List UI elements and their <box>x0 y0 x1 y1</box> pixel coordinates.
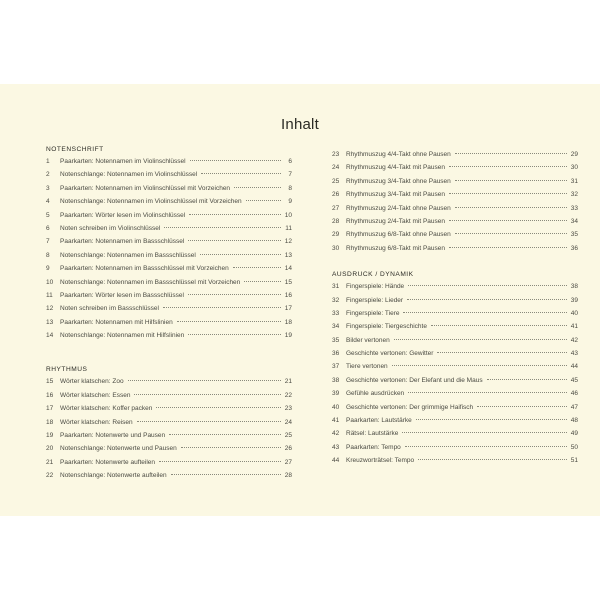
section-ausdruck <box>332 280 578 467</box>
dot-leader <box>403 306 567 313</box>
section-rhythmus <box>46 375 292 482</box>
entry-title: Paarkarten: Notennamen im Violinschlüssel mit Vorzeichen <box>60 184 231 192</box>
toc-column-left <box>46 144 292 483</box>
entry-number: 29 <box>332 231 340 239</box>
entry-number: 2 <box>46 171 50 179</box>
entry-title: Notenschlange: Notenwerte aufteilen <box>60 472 167 480</box>
entry-title: Wörter klatschen: Essen <box>60 391 131 399</box>
dot-leader <box>477 400 567 407</box>
entry-number: 20 <box>46 445 54 453</box>
toc-entry <box>46 469 292 482</box>
toc-entry <box>46 249 292 262</box>
entry-number: 44 <box>332 457 340 465</box>
entry-title: Fingerspiele: Lieder <box>346 296 404 304</box>
toc-entry <box>46 235 292 248</box>
dot-leader <box>449 160 567 167</box>
entry-page-number: 51 <box>570 457 578 465</box>
dot-leader <box>163 301 281 308</box>
entry-title: Kreuzworträtsel: Tempo <box>346 457 415 465</box>
entry-number: 4 <box>46 198 50 206</box>
entry-title: Paarkarten: Notenwerte aufteilen <box>60 458 156 466</box>
dot-leader <box>190 154 281 161</box>
entry-page-number: 46 <box>570 390 578 398</box>
toc-entry <box>332 427 578 440</box>
entry-number: 17 <box>46 405 54 413</box>
entry-number: 40 <box>332 403 340 411</box>
entry-page-number: 25 <box>284 432 292 440</box>
section-heading-notenschrift: NOTENSCHRIFT <box>46 146 104 153</box>
toc-entry <box>46 375 292 388</box>
entry-page-number: 50 <box>570 443 578 451</box>
dot-leader <box>455 147 567 154</box>
entry-title: Rhythmuszug 2/4-Takt mit Pausen <box>346 217 445 225</box>
toc-entry <box>332 347 578 360</box>
toc-entry <box>332 454 578 467</box>
toc-entry <box>332 280 578 293</box>
entry-title: Notenschlange: Notennamen im Violinschlüssel <box>60 171 198 179</box>
toc-entry <box>332 320 578 333</box>
entry-title: Fingerspiele: Tiere <box>346 309 400 317</box>
toc-entry <box>46 329 292 342</box>
entry-page-number: 26 <box>284 445 292 453</box>
entry-number: 23 <box>332 151 340 158</box>
entry-title: Rätsel: Lautstärke <box>346 430 399 438</box>
dot-leader <box>171 468 281 475</box>
toc-entry <box>46 222 292 235</box>
entry-number: 14 <box>46 332 54 340</box>
dot-leader <box>408 279 567 286</box>
dot-leader <box>408 386 567 393</box>
dot-leader <box>455 227 567 234</box>
dot-leader <box>234 181 281 188</box>
dot-leader <box>189 208 281 215</box>
dot-leader <box>137 415 281 422</box>
toc-entry <box>332 242 578 255</box>
entry-title: Paarkarten: Notennamen im Violinschlüssel <box>60 158 186 165</box>
entry-number: 43 <box>332 443 340 451</box>
toc-entry <box>332 360 578 373</box>
entry-page-number: 8 <box>288 184 292 192</box>
dot-leader <box>164 221 281 228</box>
entry-number: 11 <box>46 291 53 299</box>
dot-leader <box>394 333 567 340</box>
dot-leader <box>431 319 567 326</box>
toc-entry <box>46 402 292 415</box>
entry-title: Rhythmuszug 3/4-Takt ohne Pausen <box>346 177 451 185</box>
entry-page-number: 24 <box>284 418 292 426</box>
section-heading-ausdruck: AUSDRUCK / DYNAMIK <box>332 271 414 279</box>
entry-title: Geschichte vertonen: Der Elefant und die Maus <box>346 376 483 384</box>
toc-entry <box>46 289 292 302</box>
toc-entry <box>46 456 292 469</box>
dot-leader <box>418 453 567 460</box>
toc-entry <box>46 389 292 402</box>
entry-number: 15 <box>46 378 54 386</box>
entry-title: Paarkarten: Wörter lesen im Bassschlüssel <box>60 291 184 299</box>
entry-page-number: 38 <box>570 283 578 291</box>
entry-title: Paarkarten: Notennamen mit Hilfslinien <box>60 318 173 326</box>
toc-entry <box>46 302 292 315</box>
entry-number: 12 <box>46 305 54 313</box>
entry-page-number: 28 <box>284 472 292 480</box>
entry-number: 9 <box>46 265 50 273</box>
entry-page-number: 11 <box>285 224 292 232</box>
entry-number: 35 <box>332 336 340 344</box>
entry-title: Fingerspiele: Tiergeschichte <box>346 323 427 331</box>
entry-number: 41 <box>332 417 340 425</box>
entry-number: 19 <box>46 432 54 440</box>
entry-page-number: 42 <box>570 336 578 344</box>
toc-entry <box>332 228 578 241</box>
toc-entry <box>332 294 578 307</box>
dot-leader <box>181 441 281 448</box>
entry-title: Rhythmuszug 2/4-Takt ohne Pausen <box>346 204 451 212</box>
entry-page-number: 45 <box>570 376 578 384</box>
dot-leader <box>437 346 567 353</box>
entry-title: Rhythmuszug 3/4-Takt mit Pausen <box>346 191 445 199</box>
toc-entry <box>332 334 578 347</box>
dot-leader <box>177 315 281 322</box>
entry-title: Gefühle ausdrücken <box>346 390 405 398</box>
entry-number: 27 <box>332 204 340 212</box>
entry-number: 7 <box>46 238 50 246</box>
entry-page-number: 19 <box>284 332 292 340</box>
entry-title: Fingerspiele: Hände <box>346 283 405 291</box>
entry-title: Noten schreiben im Bassschlüssel <box>60 305 159 313</box>
entry-page-number: 17 <box>284 305 292 313</box>
entry-number: 5 <box>46 211 50 219</box>
entry-number: 32 <box>332 296 340 304</box>
entry-title: Paarkarten: Notennamen im Bassschlüssel <box>60 238 185 246</box>
entry-number: 16 <box>46 391 54 399</box>
entry-page-number: 34 <box>570 217 578 225</box>
entry-title: Wörter klatschen: Koffer packen <box>60 405 153 413</box>
toc-entry <box>46 276 292 289</box>
dot-leader <box>402 426 567 433</box>
entry-page-number: 36 <box>570 244 578 252</box>
entry-number: 21 <box>46 458 54 466</box>
toc-entry <box>332 307 578 320</box>
entry-title: Notenschlange: Notennamen im Violinschlüssel mit Vorzeichen <box>60 198 242 206</box>
entry-number: 24 <box>332 164 340 172</box>
dot-leader <box>200 248 281 255</box>
entry-number: 34 <box>332 323 340 331</box>
entry-page-number: 39 <box>570 296 578 304</box>
entry-number: 1 <box>46 158 50 165</box>
toc-entry <box>46 195 292 208</box>
toc-entry <box>332 441 578 454</box>
entry-number: 6 <box>46 224 50 232</box>
toc-entry <box>46 262 292 275</box>
entry-page-number: 23 <box>284 405 292 413</box>
entry-page-number: 29 <box>570 151 578 158</box>
entry-number: 13 <box>46 318 54 326</box>
entry-page-number: 14 <box>284 265 292 273</box>
toc-entry <box>46 316 292 329</box>
dot-leader <box>244 275 281 282</box>
toc-entry <box>332 374 578 387</box>
entry-number: 8 <box>46 251 50 259</box>
entry-page-number: 40 <box>570 309 578 317</box>
entry-title: Bilder vertonen <box>346 336 390 344</box>
entry-title: Wörter klatschen: Reisen <box>60 418 133 426</box>
entry-page-number: 33 <box>570 204 578 212</box>
entry-page-number: 21 <box>284 378 292 386</box>
entry-page-number: 9 <box>288 198 292 206</box>
entry-page-number: 41 <box>570 323 578 331</box>
entry-number: 10 <box>46 278 54 286</box>
dot-leader <box>392 359 567 366</box>
entry-page-number: 13 <box>284 251 292 259</box>
entry-number: 39 <box>332 390 340 398</box>
entry-page-number: 49 <box>570 430 578 438</box>
entry-page-number: 7 <box>288 171 292 179</box>
entry-title: Notenschlange: Notennamen mit Hilfslinien <box>60 332 185 340</box>
entry-title: Paarkarten: Wörter lesen im Violinschlüssel <box>60 211 186 219</box>
toc-page <box>0 84 600 516</box>
entry-number: 30 <box>332 244 340 252</box>
toc-entry <box>46 168 292 181</box>
toc-entry <box>332 175 578 188</box>
entry-title: Paarkarten: Notenwerte und Pausen <box>60 432 166 440</box>
entry-title: Rhythmuszug 6/8-Takt ohne Pausen <box>346 231 451 239</box>
toc-entry <box>332 387 578 400</box>
dot-leader <box>188 234 281 241</box>
toc-entry <box>332 401 578 414</box>
entry-title: Wörter klatschen: Zoo <box>60 378 124 386</box>
entry-page-number: 47 <box>570 403 578 411</box>
dot-leader <box>449 241 567 248</box>
entry-page-number: 35 <box>570 231 578 239</box>
entry-number: 28 <box>332 217 340 225</box>
toc-entry <box>332 414 578 427</box>
entry-title: Geschichte vertonen: Der grimmige Haifisch <box>346 403 474 411</box>
entry-page-number: 15 <box>284 278 292 286</box>
entry-number: 42 <box>332 430 340 438</box>
dot-leader <box>233 261 281 268</box>
entry-page-number: 31 <box>570 177 578 185</box>
entry-number: 33 <box>332 309 340 317</box>
toc-entry <box>332 188 578 201</box>
toc-column-right <box>332 144 578 468</box>
entry-page-number: 16 <box>284 291 292 299</box>
entry-number: 22 <box>46 472 54 480</box>
entry-title: Notenschlange: Notenwerte und Pausen <box>60 445 177 453</box>
toc-entry <box>332 215 578 228</box>
entry-number: 37 <box>332 363 340 371</box>
toc-entry <box>46 416 292 429</box>
entry-page-number: 6 <box>288 158 292 165</box>
entry-title: Paarkarten: Tempo <box>346 443 401 451</box>
dot-leader <box>405 440 567 447</box>
dot-leader <box>487 373 567 380</box>
entry-title: Tiere vertonen <box>346 363 388 371</box>
page-title: Inhalt <box>281 116 319 133</box>
dot-leader <box>455 174 567 181</box>
entry-title: Notenschlange: Notennamen im Bassschlüssel <box>60 251 196 259</box>
section-notenschrift <box>46 155 292 342</box>
dot-leader <box>156 401 281 408</box>
entry-number: 3 <box>46 184 50 192</box>
dot-leader <box>246 194 281 201</box>
entry-title: Paarkarten: Notennamen im Bassschlüssel mit Vorzeichen <box>60 265 229 273</box>
toc-entry <box>332 148 578 161</box>
entry-page-number: 10 <box>284 211 292 219</box>
entry-page-number: 22 <box>284 391 292 399</box>
toc-entry <box>46 442 292 455</box>
entry-page-number: 48 <box>570 417 578 425</box>
dot-leader <box>455 201 567 208</box>
dot-leader <box>416 413 567 420</box>
entry-title: Rhythmuszug 4/4-Takt mit Pausen <box>346 164 445 172</box>
entry-number: 36 <box>332 350 340 358</box>
dot-leader <box>188 328 281 335</box>
entry-page-number: 32 <box>570 191 578 199</box>
toc-entry <box>46 429 292 442</box>
entry-number: 26 <box>332 191 340 199</box>
entry-title: Paarkarten: Lautstärke <box>346 417 412 425</box>
entry-page-number: 43 <box>570 350 578 358</box>
toc-entry <box>46 209 292 222</box>
entry-page-number: 27 <box>284 458 292 466</box>
entry-number: 25 <box>332 177 340 185</box>
toc-entry <box>332 202 578 215</box>
toc-entry <box>46 182 292 195</box>
entry-title: Geschichte vertonen: Gewitter <box>346 350 434 358</box>
dot-leader <box>449 187 567 194</box>
entry-number: 31 <box>332 283 340 291</box>
section-rhythmus-continued <box>332 148 578 255</box>
entry-page-number: 44 <box>570 363 578 371</box>
dot-leader <box>159 455 281 462</box>
dot-leader <box>201 167 281 174</box>
entry-page-number: 30 <box>570 164 578 172</box>
dot-leader <box>407 293 567 300</box>
dot-leader <box>188 288 281 295</box>
entry-title: Rhythmuszug 6/8-Takt mit Pausen <box>346 244 445 252</box>
entry-page-number: 12 <box>284 238 292 246</box>
entry-title: Notenschlange: Notennamen im Bassschlüssel mit Vorzeichen <box>60 278 241 286</box>
entry-title: Rhythmuszug 4/4-Takt ohne Pausen <box>346 151 451 158</box>
toc-entry <box>46 155 292 168</box>
dot-leader <box>134 388 281 395</box>
section-heading-rhythmus: RHYTHMUS <box>46 366 88 374</box>
entry-number: 18 <box>46 418 54 426</box>
entry-title: Noten schreiben im Violinschlüssel <box>60 224 161 232</box>
entry-page-number: 18 <box>284 318 292 326</box>
entry-number: 38 <box>332 376 340 384</box>
dot-leader <box>169 428 281 435</box>
dot-leader <box>449 214 567 221</box>
toc-entry <box>332 161 578 174</box>
dot-leader <box>128 374 281 381</box>
